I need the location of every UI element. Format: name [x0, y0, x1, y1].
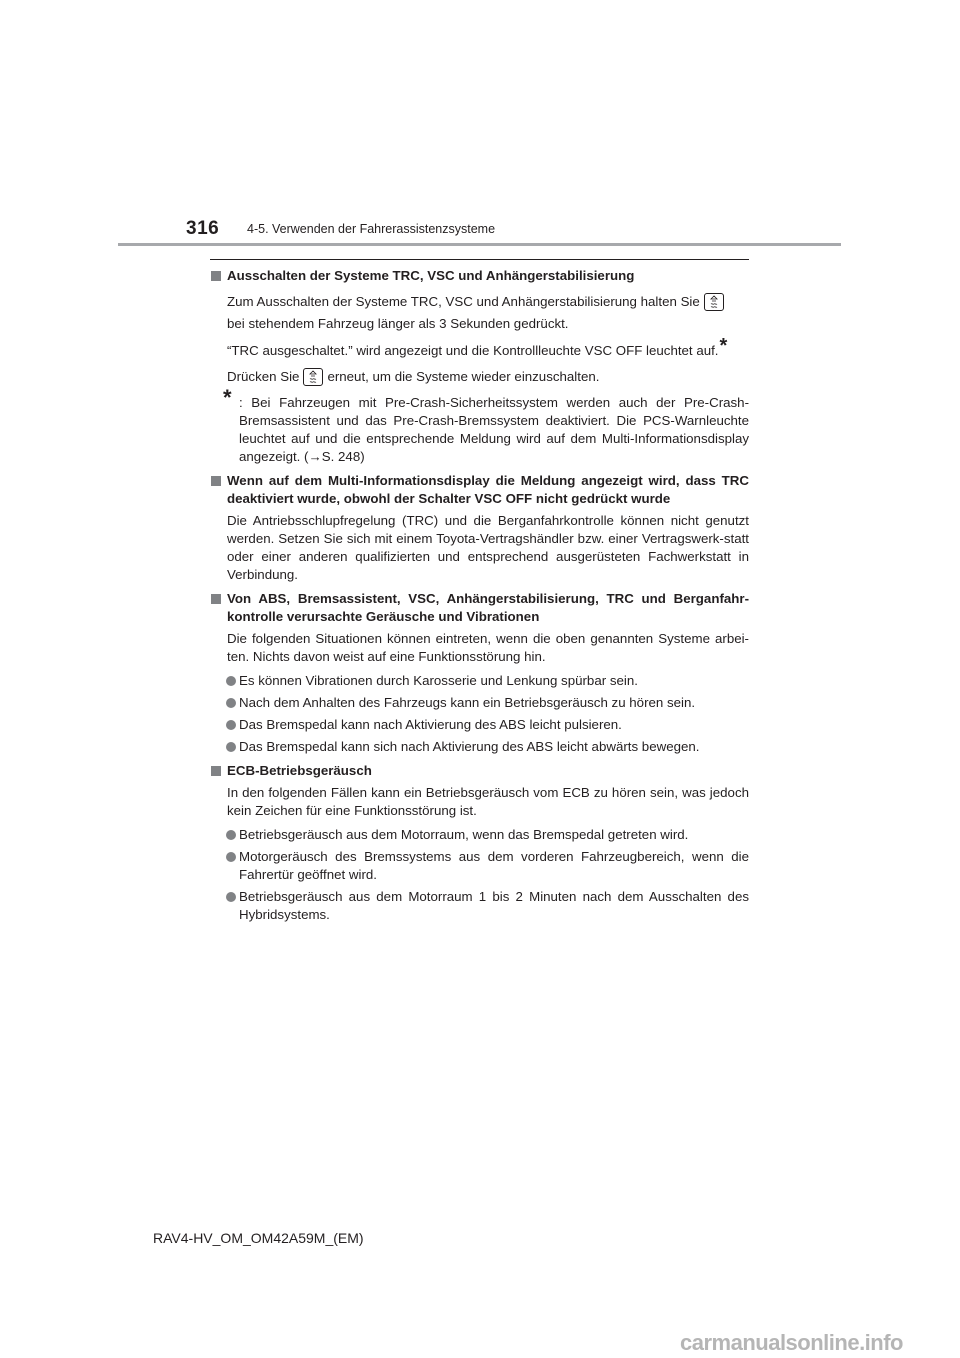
circle-bullet-icon	[226, 698, 236, 708]
list-item-text: Betriebsgeräusch aus dem Motorraum, wenn das Bremspedal getreten wird.	[239, 827, 689, 842]
list-item-text: Das Bremspedal kann nach Aktivierung des ABS leicht pulsieren.	[239, 717, 622, 732]
circle-bullet-icon	[226, 852, 236, 862]
paragraph-standstill: bei stehendem Fahrzeug länger als 3 Sekunden gedrückt.	[227, 316, 569, 331]
square-bullet-icon	[211, 476, 221, 486]
heading-text: Ausschalten der Systeme TRC, VSC und Anhängerstabilisierung	[227, 268, 635, 283]
circle-bullet-icon	[226, 676, 236, 686]
footnote	[210, 385, 749, 466]
watermark: carmanualsonline.info	[680, 1330, 903, 1355]
content-divider	[210, 259, 749, 260]
section-title: 4-5. Verwenden der Fahrerassistenzsysteme	[247, 222, 496, 236]
list-item	[210, 694, 749, 712]
circle-bullet-icon	[226, 720, 236, 730]
square-bullet-icon	[211, 271, 221, 281]
vsc-off-switch-icon	[704, 293, 724, 311]
paragraph-situations: Die folgenden Situationen können eintreten, wenn die oben genannten Systeme arbei-ten. Nichts davon weist auf eine Funktionsstörung hin.	[227, 631, 749, 664]
list-item-text: Motorgeräusch des Bremssystems aus dem vorderen Fahrzeugbereich, wenn die Fahrertür geöffnet wird.	[239, 849, 749, 882]
list-item	[210, 716, 749, 734]
list-item	[210, 672, 749, 690]
footnote-star: *	[223, 385, 232, 410]
page-number: 316	[186, 218, 220, 239]
page-content	[210, 267, 749, 924]
paragraph-text: “TRC ausgeschaltet.” wird angezeigt und die Kontrollleuchte VSC OFF leuchtet auf.	[227, 343, 719, 358]
list-item-text: Betriebsgeräusch aus dem Motorraum 1 bis 2 Minuten nach dem Ausschalten des Hybridsystems.	[239, 889, 749, 922]
heading-noises-vibrations	[210, 590, 749, 626]
heading-disable-systems	[210, 267, 749, 285]
paragraph-text: Drücken Sie	[227, 369, 300, 384]
paragraph-text: Zum Ausschalten der Systeme TRC, VSC und Anhängerstabilisierung halten Sie	[227, 294, 700, 309]
footnote-text: : Bei Fahrzeugen mit Pre-Crash-Sicherheitssystem werden auch der Pre-Crash-Bremsassistent und das Pre-Crash-Bremssystem deaktiviert. Die PCS-Warnleuchte leuchtet auf und die entsprechende Meldung wird auf dem Multi-Informationsdisplay angezeigt. (→S. 248)	[239, 395, 749, 464]
paragraph-ecb: In den folgenden Fällen kann ein Betriebsgeräusch vom ECB zu hören sein, was jedoch kein Zeichen für eine Funktionsstörung ist.	[227, 785, 749, 818]
heading-text: Von ABS, Bremsassistent, VSC, Anhängerstabilisierung, TRC und Berganfahr-kontrolle verursachte Geräusche und Vibrationen	[227, 591, 749, 624]
document-code: RAV4-HV_OM_OM42A59M_(EM)	[153, 1230, 364, 1246]
vsc-off-switch-icon	[303, 368, 323, 386]
list-item	[210, 738, 749, 756]
heading-text: ECB-Betriebsgeräusch	[227, 763, 372, 778]
header-divider	[118, 243, 841, 246]
circle-bullet-icon	[226, 892, 236, 902]
paragraph-text: erneut, um die Systeme wieder einzuschalten.	[327, 369, 600, 384]
heading-text: Wenn auf dem Multi-Informationsdisplay die Meldung angezeigt wird, dass TRC deaktiviert wurde, obwohl der Schalter VSC OFF nicht gedrückt wurde	[227, 473, 749, 506]
footnote-marker: *	[719, 335, 728, 357]
paragraph-trc-unavailable: Die Antriebsschlupfregelung (TRC) und die Berganfahrkontrolle können nicht genutzt werden. Setzen Sie sich mit einem Toyota-Vertragshändler bzw. einer Vertragswerk-statt oder einer anderen qualifizierten und entsprechend ausgerüsteten Fachwerkstatt in Verbindung.	[227, 513, 749, 582]
list-item	[210, 888, 749, 924]
list-item	[210, 848, 749, 884]
square-bullet-icon	[211, 766, 221, 776]
circle-bullet-icon	[226, 742, 236, 752]
paragraph-trc-off	[210, 337, 749, 360]
list-item-text: Es können Vibrationen durch Karosserie und Lenkung spürbar sein.	[239, 673, 638, 688]
list-item	[210, 826, 749, 844]
paragraph-press-again	[210, 368, 749, 386]
list-item-text: Nach dem Anhalten des Fahrzeugs kann ein Betriebsgeräusch zu hören sein.	[239, 695, 696, 710]
heading-ecb-noise	[210, 762, 749, 780]
heading-trc-message	[210, 472, 749, 508]
list-item-text: Das Bremspedal kann sich nach Aktivierung des ABS leicht abwärts bewegen.	[239, 739, 700, 754]
circle-bullet-icon	[226, 830, 236, 840]
paragraph-hold-switch	[210, 293, 749, 311]
square-bullet-icon	[211, 594, 221, 604]
